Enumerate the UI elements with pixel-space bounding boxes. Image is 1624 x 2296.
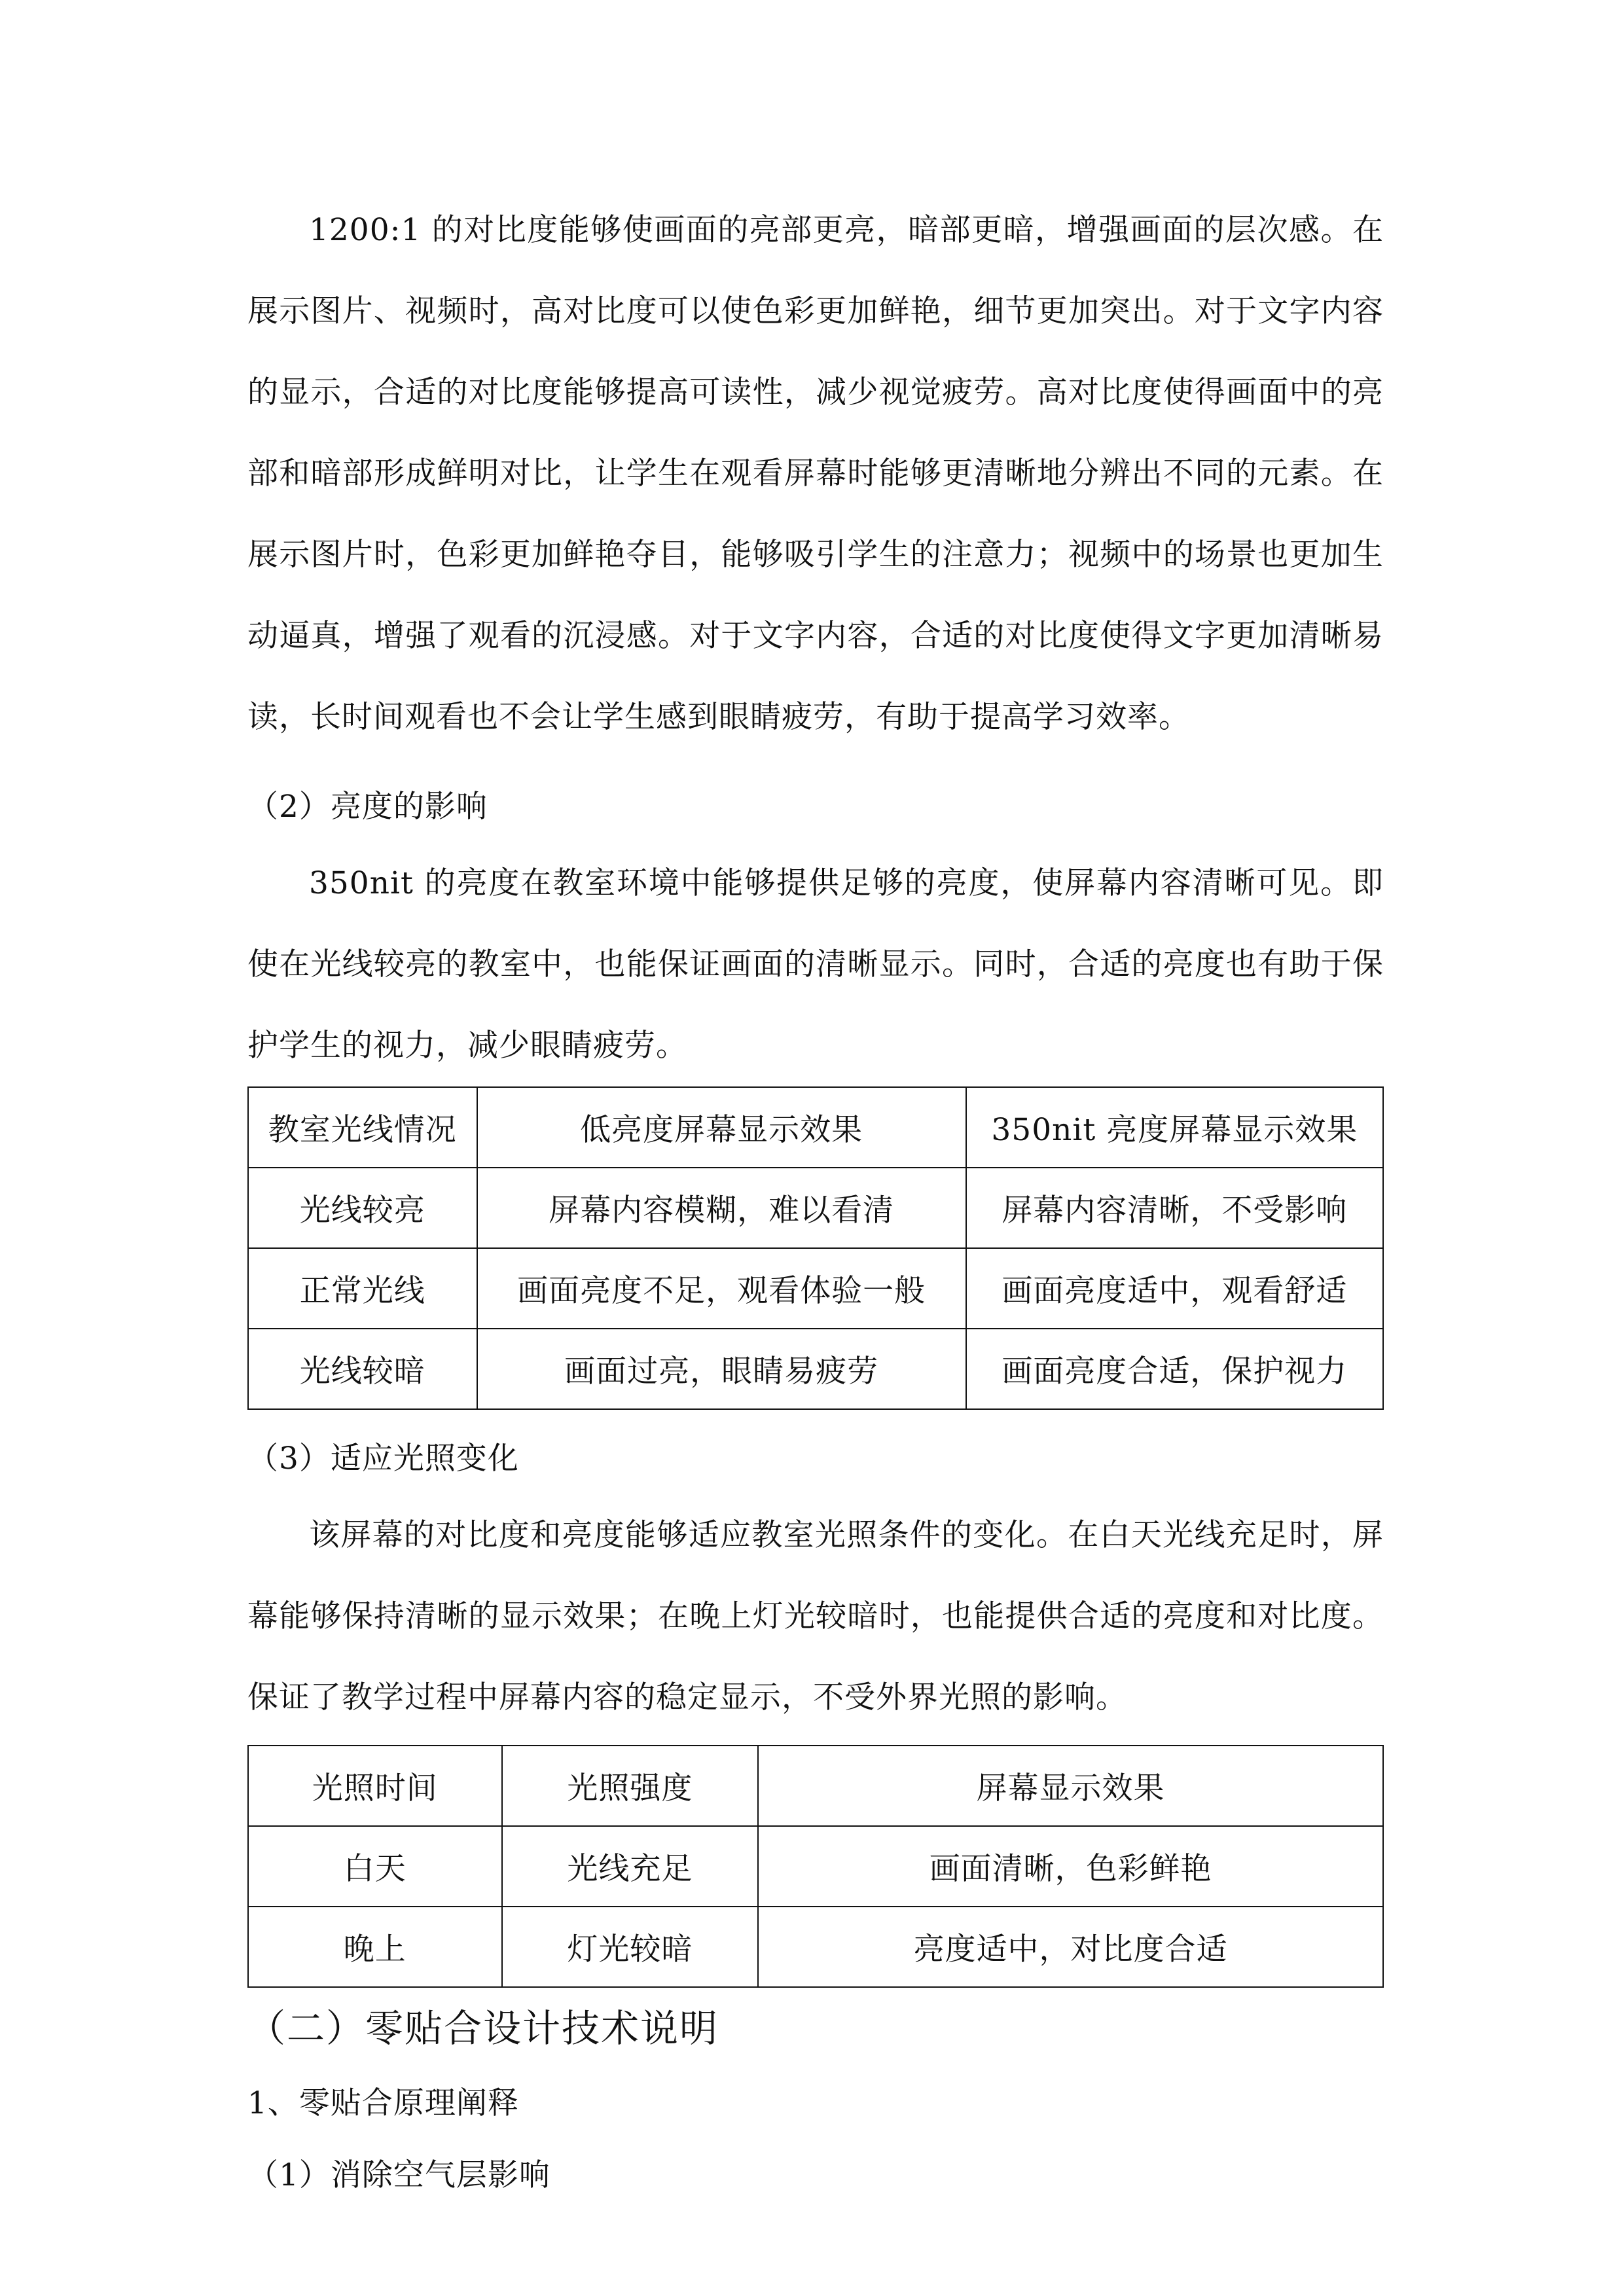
table-row bbox=[248, 1329, 1383, 1409]
table-cell: 光线充足 bbox=[502, 1826, 759, 1907]
table-cell: 屏幕内容模糊，难以看清 bbox=[477, 1168, 966, 1248]
adapt-paragraph: 该屏幕的对比度和亮度能够适应教室光照条件的变化。在白天光线充足时，屏幕能够保持清晰的显示效果；在晚上灯光较暗时，也能提供合适的亮度和对比度。保证了教学过程中屏幕内容的稳定显示，不受外界光照的影响。 bbox=[247, 1517, 1384, 1715]
table-row bbox=[248, 1168, 1383, 1248]
table-cell: 晚上 bbox=[248, 1907, 502, 1987]
table-cell: 正常光线 bbox=[248, 1248, 477, 1329]
table-header-row bbox=[248, 1746, 1383, 1826]
table-header-cell: 屏幕显示效果 bbox=[758, 1746, 1383, 1826]
section-two-heading: （二）零贴合设计技术说明 bbox=[247, 2006, 719, 2051]
table-cell: 白天 bbox=[248, 1826, 502, 1907]
table-header-cell: 350nit 亮度屏幕显示效果 bbox=[966, 1087, 1383, 1168]
table-cell: 画面过亮，眼睛易疲劳 bbox=[477, 1329, 966, 1409]
table-header-cell: 教室光线情况 bbox=[248, 1087, 477, 1168]
brightness-effect-heading: （2）亮度的影响 bbox=[247, 789, 488, 825]
light-condition-table bbox=[247, 1745, 1384, 1988]
table-row bbox=[248, 1826, 1383, 1907]
brightness-comparison-table bbox=[247, 1086, 1384, 1410]
table-cell: 光线较暗 bbox=[248, 1329, 477, 1409]
table-row bbox=[248, 1907, 1383, 1987]
table-cell: 画面亮度不足，观看体验一般 bbox=[477, 1248, 966, 1329]
contrast-paragraph: 1200:1 的对比度能够使画面的亮部更亮，暗部更暗，增强画面的层次感。在展示图片、视频时，高对比度可以使色彩更加鲜艳，细节更加突出。对于文字内容的显示，合适的对比度能够提高可读性，减少视觉疲劳。高对比度使得画面中的亮部和暗部形成鲜明对比，让学生在观看屏幕时能够更清晰地分辨出不同的元素。在展示图片时，色彩更加鲜艳夺目，能够吸引学生的注意力；视频中的场景也更加生动逼真，增强了观看的沉浸感。对于文字内容，合适的对比度使得文字更加清晰易读，长时间观看也不会让学生感到眼睛疲劳，有助于提高学习效率。 bbox=[247, 212, 1384, 735]
air-layer-heading: （1）消除空气层影响 bbox=[247, 2157, 550, 2193]
table-header-cell: 光照强度 bbox=[502, 1746, 759, 1826]
table-header-row bbox=[248, 1087, 1383, 1168]
table-header-cell: 低亮度屏幕显示效果 bbox=[477, 1087, 966, 1168]
table-cell: 画面亮度合适，保护视力 bbox=[966, 1329, 1383, 1409]
table-row bbox=[248, 1248, 1383, 1329]
document-page bbox=[247, 190, 1384, 2212]
adapt-light-heading: （3）适应光照变化 bbox=[247, 1441, 519, 1477]
table-cell: 画面清晰，色彩鲜艳 bbox=[758, 1826, 1383, 1907]
principle-heading: 1、零贴合原理阐释 bbox=[247, 2085, 519, 2121]
table-cell: 亮度适中，对比度合适 bbox=[758, 1907, 1383, 1987]
table-cell: 屏幕内容清晰，不受影响 bbox=[966, 1168, 1383, 1248]
table-header-cell: 光照时间 bbox=[248, 1746, 502, 1826]
table-cell: 画面亮度适中，观看舒适 bbox=[966, 1248, 1383, 1329]
brightness-paragraph: 350nit 的亮度在教室环境中能够提供足够的亮度，使屏幕内容清晰可见。即使在光线较亮的教室中，也能保证画面的清晰显示。同时，合适的亮度也有助于保护学生的视力，减少眼睛疲劳。 bbox=[247, 865, 1384, 1064]
table-cell: 光线较亮 bbox=[248, 1168, 477, 1248]
table-cell: 灯光较暗 bbox=[502, 1907, 759, 1987]
